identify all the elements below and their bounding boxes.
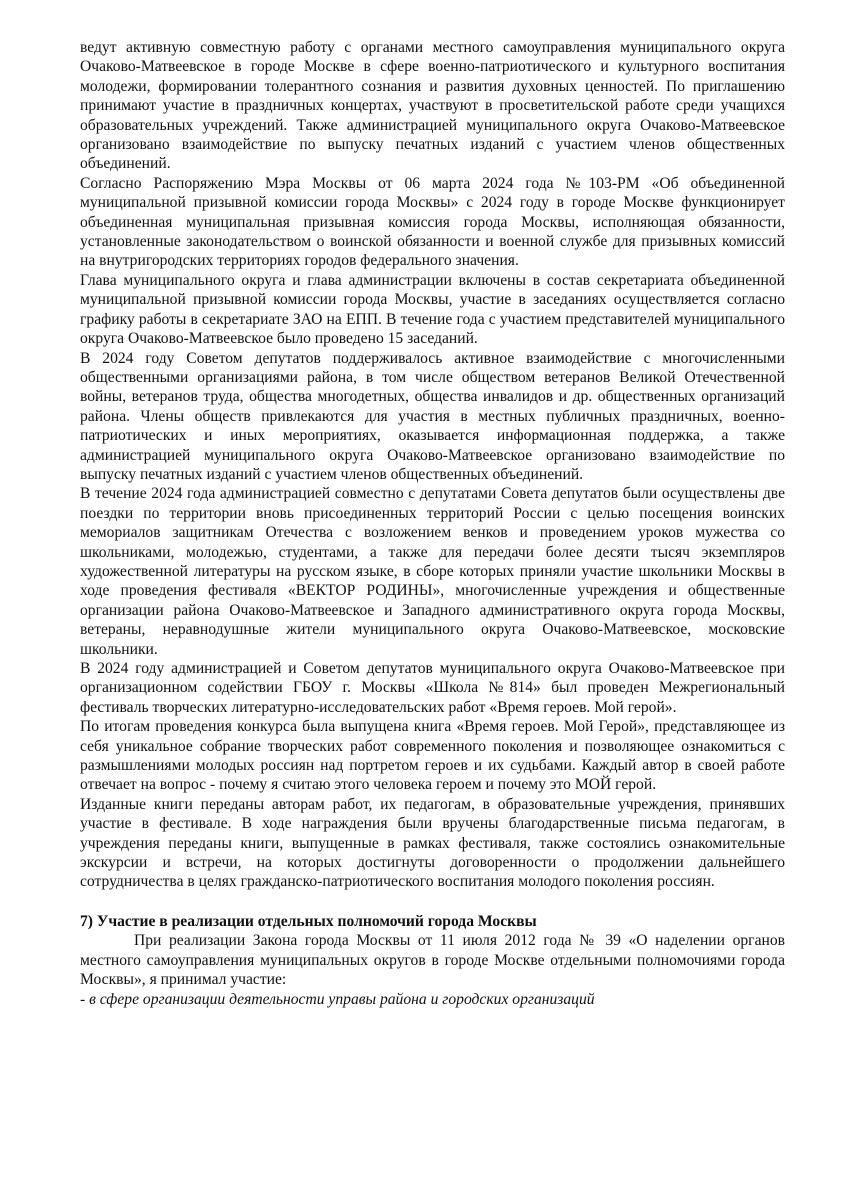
paragraph-trips: В течение 2024 года администрацией совместно с депутатами Совета депутатов были осуществлены две поездки по территории вновь присоединенных территорий России с целью посещения воинских мемориалов защитникам Отечества с возложением венков и проведением уроков мужества со школьниками, молодежью, студентами, а также для передачи более десяти тысяч экземпляров художественной литературы на русском языке, в сборе которых приняли участие школьники Москвы в ходе проведения фестиваля «ВЕКТОР РОДИНЫ», многочисленные учреждения и общественные организации района Очаково-Матвеевское и Западного административного округа города Москвы, ветераны, неравнодушные жители муниципального округа Очаково-Матвеевское, московские школьники.	[80, 485, 785, 658]
section-intro: При реализации Закона города Москвы от 11 июля 2012 года № 39 «О наделении органов местного самоуправления муниципальных округов в городе Москве отдельными полномочиями города Москвы», я принимал участие:	[80, 932, 785, 989]
paragraph-books-distribution: Изданные книги переданы авторам работ, их педагогам, в образовательные учреждения, принявших участие в фестивале. В ходе награждения были вручены благодарственные письма педагогам, в учреждения переданы книги, выпущенные в рамках фестиваля, также состоялись ознакомительные экскурсии и встречи, на которых достигнуты договоренности о продолжении дальнейшего сотрудничества в целях гражданско-патриотического воспитания молодого поколения россиян.	[80, 795, 785, 891]
paragraph-festival: В 2024 году администрацией и Советом депутатов муниципального округа Очаково-Матвеевское при организационном содействии ГБОУ г. Москвы «Школа №814» был проведен Межрегиональный фестиваль творческих литературно-исследовательских работ «Время героев. Мой герой».	[80, 660, 785, 716]
section-list-item: - в сфере организации деятельности управы района и городских организаций	[80, 990, 595, 1008]
paragraph-organizations-cooperation: В 2024 году Советом депутатов поддерживалось активное взаимодействие с многочисленными общественными организациями района, в том числе обществом ветеранов Великой Отечественной войны, ветеранов труда, общества многодетных, общества инвалидов и др. общественных организаций района. Члены обществ привлекаются для участия в местных публичных праздничных, военно-патриотических и иных мероприятиях, оказывается информационная поддержка, а также администрацией муниципального округа Очаково-Матвеевское организовано взаимодействие по выпуску печатных изданий с участием членов общественных объединений.	[80, 349, 785, 483]
paragraph-conscription-commission: Согласно Распоряжению Мэра Москвы от 06 марта 2024 года №103-РМ «Об объединенной муниципальной призывной комиссии города Москвы» с 2024 году в городе Москве функционирует объединенная муниципальная призывная комиссия города Москвы, исполняющая обязанности, установленные законодательством о воинской обязанности и военной службе для призывных комиссий на внутригородских территориях городов федерального значения.	[80, 174, 785, 270]
section-heading: 7) Участие в реализации отдельных полномочий города Москвы	[80, 912, 537, 930]
paragraph-book: По итогам проведения конкурса была выпущена книга «Время героев. Мой Герой», представляющее из себя уникальное собрание творческих работ современного поколения и позволяющее ознакомиться с размышлениями молодых россиян над портретом героев и их судьбами. Каждый автор в своей работе отвечает на вопрос - почему я считаю этого человека героем и почему это МОЙ герой.	[80, 718, 785, 794]
paragraph-public-associations: ведут активную совместную работу с органами местного самоуправления муниципального округа Очаково-Матвеевское в городе Москве в сфере военно-патриотического и культурного воспитания молодежи, формировании толерантного сознания и развития духовных ценностей. По приглашению принимают участие в праздничных концертах, участвуют в просветительской работе среди учащихся образовательных учреждений. Также администрацией муниципального округа Очаково-Матвеевское организовано взаимодействие по выпуску печатных изданий с участием членов общественных объединений.	[80, 39, 785, 173]
paragraph-secretariat: Глава муниципального округа и глава администрации включены в состав секретариата объединенной муниципальной призывной комиссии города Москвы, участие в заседаниях осуществляется согласно графику работы в секретариате ЗАО на ЕПП. В течение года с участием представителей муниципального округа Очаково-Матвеевское было проведено 15 заседаний.	[80, 271, 785, 348]
document-page	[80, 38, 785, 1009]
